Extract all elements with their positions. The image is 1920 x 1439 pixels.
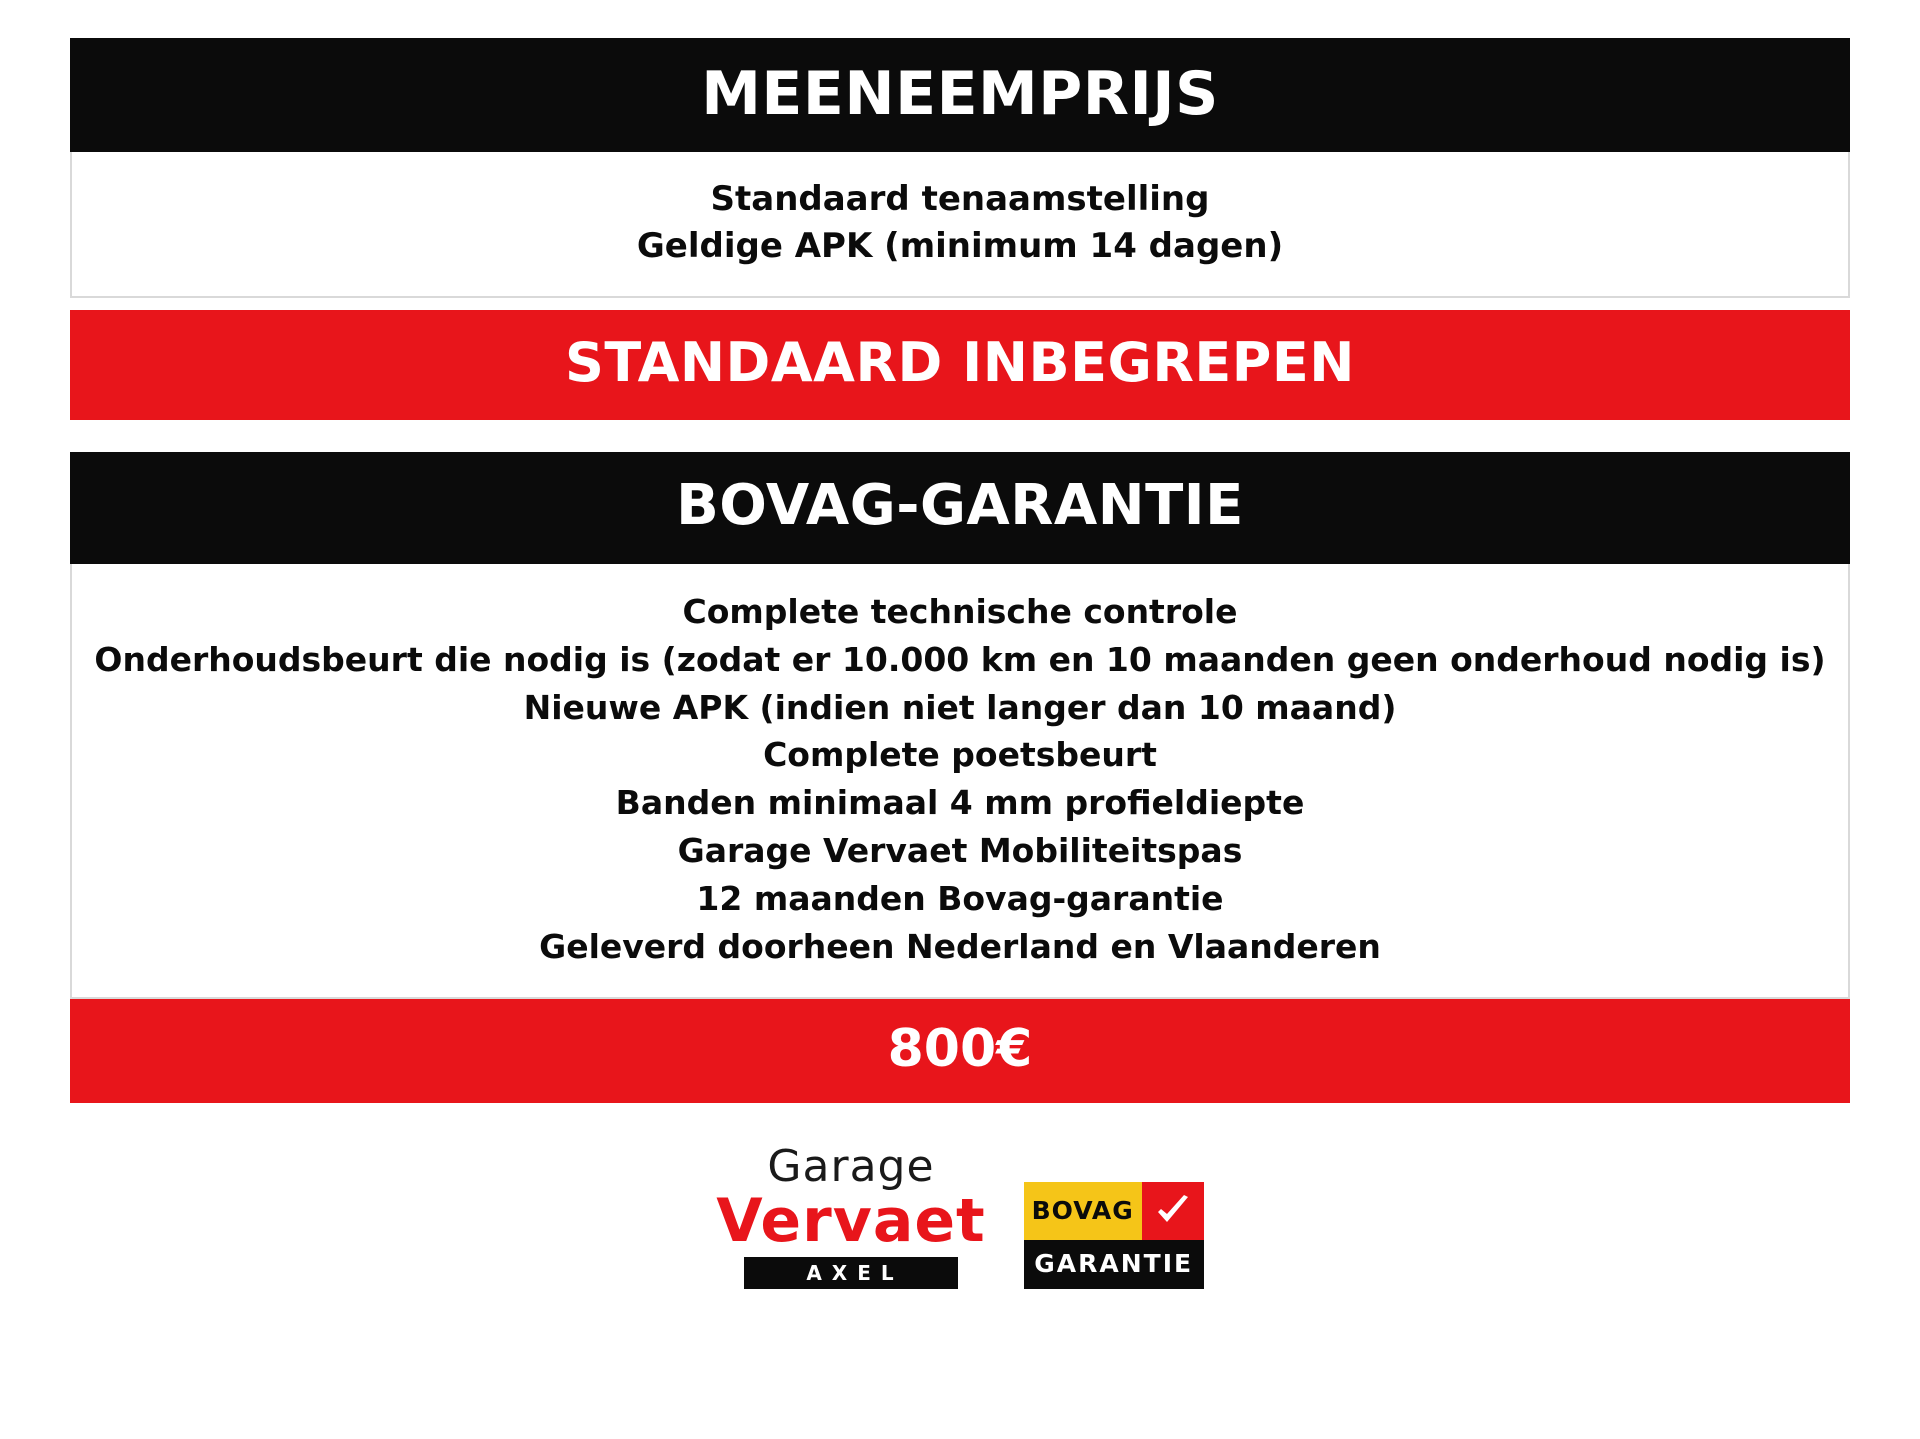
detail-line: Geldige APK (minimum 14 dagen) xyxy=(636,225,1284,266)
standaard-inbegrepen-banner: STANDAARD INBEGREPEN xyxy=(70,310,1850,420)
meeneemprijs-section xyxy=(70,38,1850,420)
vervaet-word: Vervaet xyxy=(716,1185,986,1256)
bovag-garantie-title: BOVAG-GARANTIE xyxy=(70,452,1850,564)
meeneemprijs-details xyxy=(70,152,1850,298)
list-item: Complete poetsbeurt xyxy=(763,735,1157,775)
logo-row xyxy=(68,1140,1853,1289)
detail-line: Standaard tenaamstelling xyxy=(710,179,1210,219)
bovag-garantie-logo xyxy=(1024,1182,1204,1289)
list-item: Nieuwe APK (indien niet langer dan 10 maand) xyxy=(523,687,1397,727)
warranty-items-list xyxy=(70,564,1850,999)
list-item: 12 maanden Bovag-garantie xyxy=(696,878,1224,918)
bovag-garantie-section xyxy=(70,452,1850,1103)
price-banner: 800€ xyxy=(70,999,1850,1103)
checkmark-icon xyxy=(1142,1182,1204,1240)
meeneemprijs-title: MEENEEMPRIJS xyxy=(70,38,1850,152)
list-item: Onderhoudsbeurt die nodig is (zodat er 10.000 km en 10 maanden geen onderhoud nodig is) xyxy=(94,639,1826,679)
bovag-name: BOVAG xyxy=(1024,1182,1142,1240)
list-item: Garage Vervaet Mobiliteitspas xyxy=(677,831,1243,871)
list-item: Banden minimaal 4 mm profieldiepte xyxy=(615,783,1305,823)
axel-bar: AXEL xyxy=(744,1257,958,1289)
bovag-subtitle: GARANTIE xyxy=(1034,1248,1194,1278)
bovag-logo-top xyxy=(1024,1182,1204,1240)
list-item: Complete technische controle xyxy=(682,591,1238,631)
garage-vervaet-logo xyxy=(716,1140,986,1289)
list-item: Geleverd doorheen Nederland en Vlaanderen xyxy=(539,926,1381,966)
garage-word: Garage xyxy=(767,1140,935,1192)
